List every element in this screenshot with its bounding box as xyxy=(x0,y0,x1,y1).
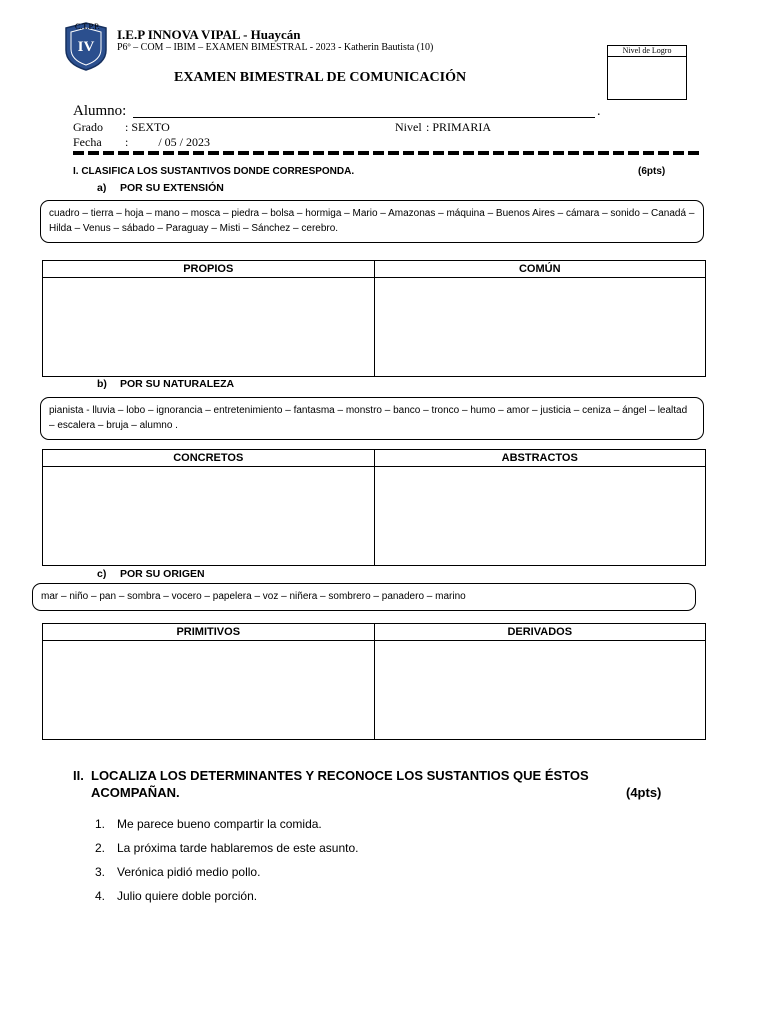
part-c-heading: POR SU ORIGEN xyxy=(120,568,205,580)
sentence-number: 4. xyxy=(95,889,106,903)
sentence-item xyxy=(95,865,260,879)
part-b-table xyxy=(42,449,706,566)
section2-points: (4pts) xyxy=(626,785,662,800)
propios-header: PROPIOS xyxy=(43,261,375,278)
sentence-text: La próxima tarde hablaremos de este asunto. xyxy=(117,841,359,855)
sentence-number: 2. xyxy=(95,841,106,855)
comun-answer-cell[interactable] xyxy=(374,278,706,377)
comun-header: COMÚN xyxy=(374,261,706,278)
section1-points: (6pts) xyxy=(638,166,666,177)
section2-numeral: II. xyxy=(73,768,84,783)
section2-title-line1: LOCALIZA LOS DETERMINANTES Y RECONOCE LOS SUSTANTIOS QUE ÉSTOS xyxy=(91,768,589,783)
primitivos-answer-cell[interactable] xyxy=(43,641,375,740)
grado-label: Grado xyxy=(73,120,103,134)
abstractos-answer-cell[interactable] xyxy=(374,467,706,566)
sentence-item xyxy=(95,817,322,831)
alumno-label: Alumno: xyxy=(73,103,127,119)
part-b-letter: b) xyxy=(97,378,107,390)
sentence-number: 3. xyxy=(95,865,106,879)
part-a-heading: POR SU EXTENSIÓN xyxy=(120,182,224,194)
concretos-header: CONCRETOS xyxy=(43,450,375,467)
abstractos-header: ABSTRACTOS xyxy=(374,450,706,467)
part-c-table xyxy=(42,623,706,740)
alumno-answer-line[interactable] xyxy=(133,117,595,118)
svg-text:IV: IV xyxy=(77,39,95,55)
grado-value: : SEXTO xyxy=(125,120,170,134)
sentence-text: Me parece bueno compartir la comida. xyxy=(117,817,322,831)
sentence-text: Verónica pidió medio pollo. xyxy=(117,865,261,879)
nivel-label: Nivel xyxy=(395,120,422,134)
part-a-word-box: cuadro – tierra – hoja – mano – mosca – piedra – bolsa – hormiga – Mario – Amazonas – máquina – Buenos Aires – cámara – sonido – Canadá – Hilda – Venus – sábado – Paraguay – Misti – Sánchez – cerebro. xyxy=(40,200,704,243)
sentence-item xyxy=(95,841,358,855)
part-c-word-box: mar – niño – pan – sombra – vocero – papelera – voz – niñera – sombrero – panadero – marino xyxy=(32,583,696,611)
dashed-divider xyxy=(73,151,701,155)
part-c-letter: c) xyxy=(97,568,107,580)
primitivos-header: PRIMITIVOS xyxy=(43,624,375,641)
part-a-table xyxy=(42,260,706,377)
part-b-heading: POR SU NATURALEZA xyxy=(120,378,235,390)
part-a-letter: a) xyxy=(97,182,107,194)
nivel-logro-label: Nivel de Logro xyxy=(608,46,686,57)
nivel-logro-box xyxy=(607,45,687,100)
nivel-value: : PRIMARIA xyxy=(426,120,492,134)
logo-text: C.T.P.P. xyxy=(75,22,100,31)
exam-title: EXAMEN BIMESTRAL DE COMUNICACIÓN xyxy=(174,70,467,85)
exam-subheader: P6º – COM – IBIM – EXAMEN BIMESTRAL - 2023 - Katherin Bautista (10) xyxy=(117,42,434,53)
derivados-header: DERIVADOS xyxy=(374,624,706,641)
derivados-answer-cell[interactable] xyxy=(374,641,706,740)
sentence-text: Julio quiere doble porción. xyxy=(117,889,258,903)
sentence-item xyxy=(95,889,257,903)
alumno-end-dot: . xyxy=(597,104,601,119)
concretos-answer-cell[interactable] xyxy=(43,467,375,566)
fecha-value: : / 05 / 2023 xyxy=(125,135,211,149)
school-name: I.E.P INNOVA VIPAL - Huaycán xyxy=(117,27,301,42)
sentence-number: 1. xyxy=(95,817,106,831)
section1-title: I. CLASIFICA LOS SUSTANTIVOS DONDE CORRESPONDA. xyxy=(73,166,355,177)
fecha-label: Fecha xyxy=(73,135,102,149)
part-b-word-box: pianista - lluvia – lobo – ignorancia – entretenimiento – fantasma – monstro – banco – tronco – humo – amor – justicia – ceniza – ángel – lealtad – escalera – bruja – alumno . xyxy=(40,397,704,440)
propios-answer-cell[interactable] xyxy=(43,278,375,377)
section2-title-line2: ACOMPAÑAN. xyxy=(91,785,180,800)
